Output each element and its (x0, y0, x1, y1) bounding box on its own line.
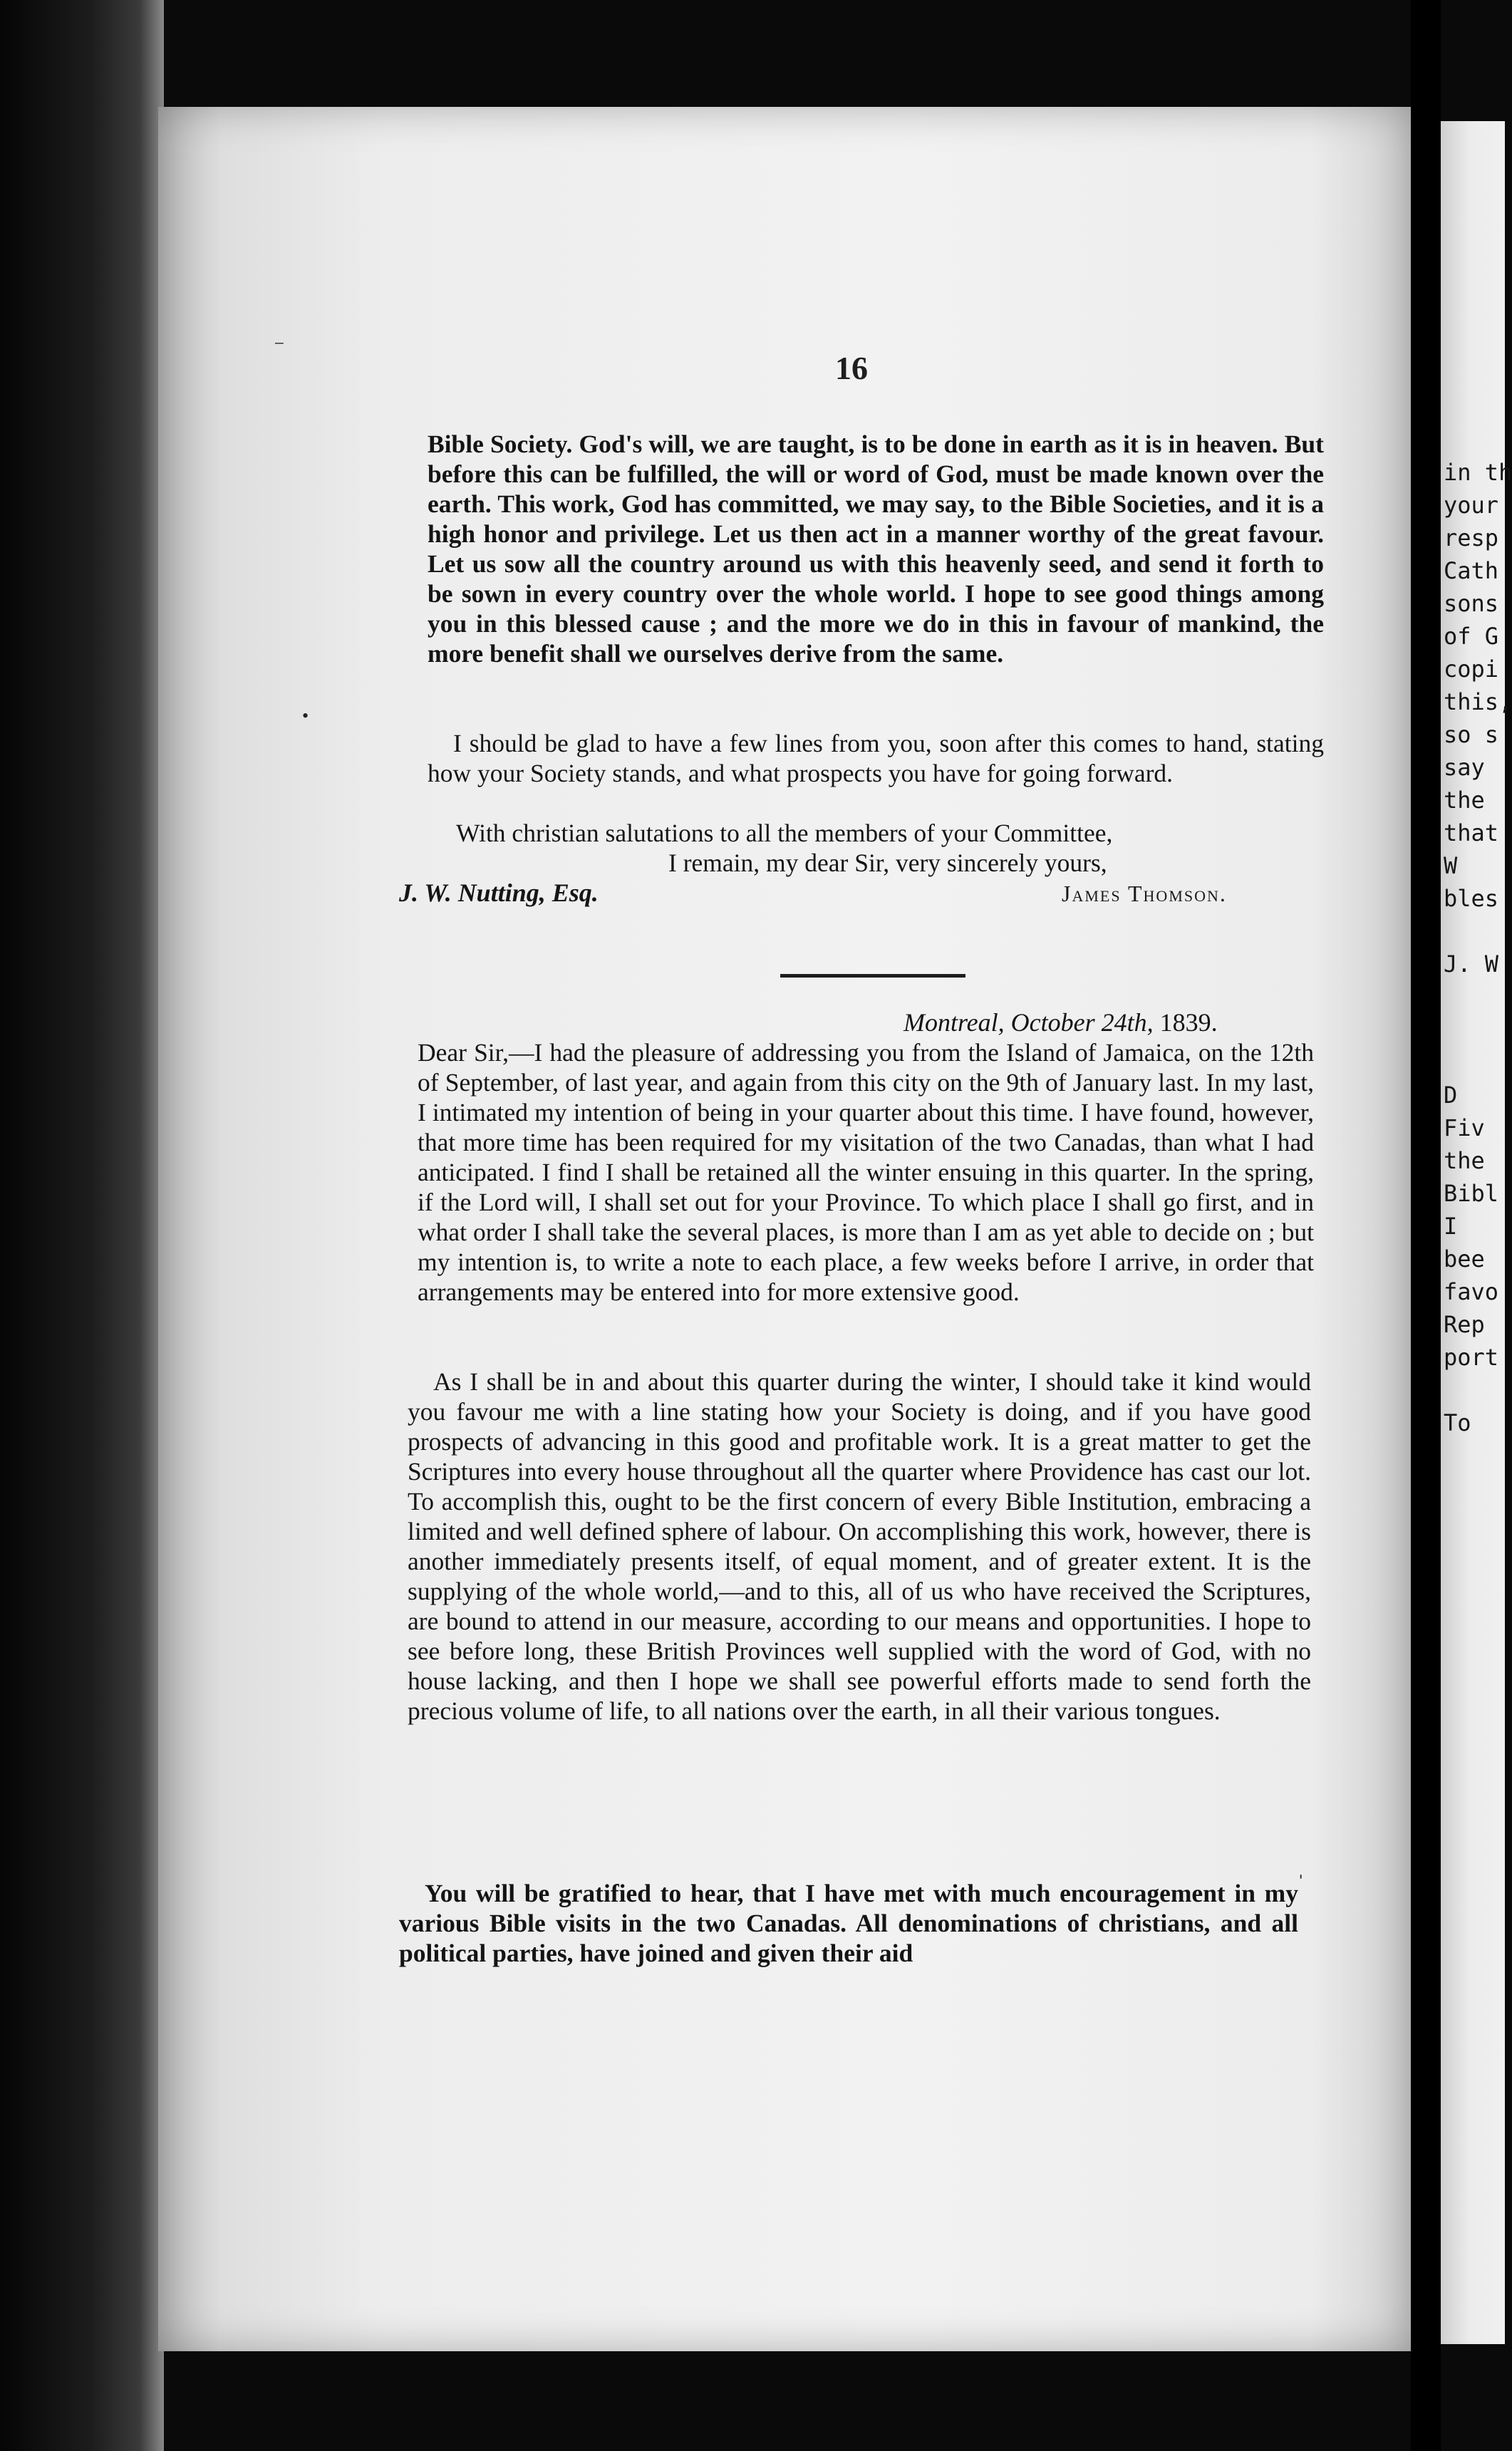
stray-ink-mark: ⁻ (274, 336, 285, 359)
adjacent-page-text: in th your resp Cath sons of G copi this, so s say the that W bles J. W D Fiv the Bibl I bee favo Rep port To (1444, 459, 1512, 1436)
letter-one-addressee: J. W. Nutting, Esq. (399, 879, 599, 907)
stray-ink-mark: ˌ (1297, 1852, 1305, 1879)
dateline-year: 1839. (1159, 1008, 1218, 1037)
stray-ink-dot: • (302, 705, 309, 726)
section-divider-rule (780, 974, 965, 978)
letter-one-closing: With christian salutations to all the members of your Committee, (456, 819, 1113, 847)
letter-one-closing-remain: I remain, my dear Sir, very sincerely yours, (668, 849, 1107, 877)
book-left-edge (0, 0, 164, 2451)
book-gutter (1411, 0, 1441, 2451)
dateline-place: Montreal, October 24th, (903, 1008, 1154, 1037)
letter-one-signature: James Thomson. (1062, 881, 1227, 906)
letter-one-paragraph-2: I should be glad to have a few lines from you, soon after this comes to hand, stating how your Society stands, and what prospects you have for going forward. (428, 729, 1324, 787)
letter-two-paragraph-3: You will be gratified to hear, that I have met with much encouragement in my various Bible visits in the two Canadas. All denominations of christians, and all political parties, have joined and given their aid (399, 1879, 1298, 1967)
letter-two-paragraph-2: As I shall be in and about this quarter during the winter, I should take it kind would you favour me with a line stating how your Society is doing, and if you have good prospects of advancing in this good and profitable work. It is a great matter to get the Scriptures into every house throughout all the quarter where Providence has cast our lot. To accomplish this, ought to be the first concern of every Bible Institution, embracing a limited and well defined sphere of labour. On accomplishing this work, however, there is another immediately presents itself, of equal moment, and of greater extent. It is the supplying of the whole world,—and to this, all of us who have received the Scriptures, are bound to attend in our measure, according to our means and opportunities. I hope to see before long, these British Provinces well supplied with the word of God, with no house lacking, and then I hope we shall see powerful efforts made to send forth the precious volume of life, to all nations over the earth, in all their various tongues. (408, 1367, 1311, 1725)
page-number: 16 (835, 350, 868, 386)
letter-two-dateline (903, 1007, 1218, 1037)
letter-one-paragraph-1: Bible Society. God's will, we are taught, is to be done in earth as it is in heaven. But before this can be fulfilled, the will or word of God, must be made known over the earth. This work, God has committed, we may say, to the Bible Societies, and it is a high honor and privilege. Let us then act in a manner worthy of the great favour. Let us sow all the country around us with this heavenly seed, and send it forth to be sown in every country over the whole world. I hope to see good things among you in this blessed cause ; and the more we do in this in favour of mankind, the more benefit shall we ourselves derive from the same. (428, 430, 1324, 668)
letter-two-paragraph-1: Dear Sir,—I had the pleasure of addressing you from the Island of Jamaica, on the 12th of September, of last year, and again from this city on the 9th of January last. In my last, I intimated my intention of being in your quarter about this time. I have found, however, that more time has been required for my visitation of the two Canadas, than what I had anticipated. I find I shall be retained all the winter ensuing in this quarter. In the spring, if the Lord will, I shall set out for your Province. To which place I shall go first, and in what order I shall take the several places, is more than I am as yet able to decide on ; but my intention is, to write a note to each place, a few weeks before I arrive, in order that arrangements may be entered into for more extensive good. (418, 1038, 1314, 1306)
